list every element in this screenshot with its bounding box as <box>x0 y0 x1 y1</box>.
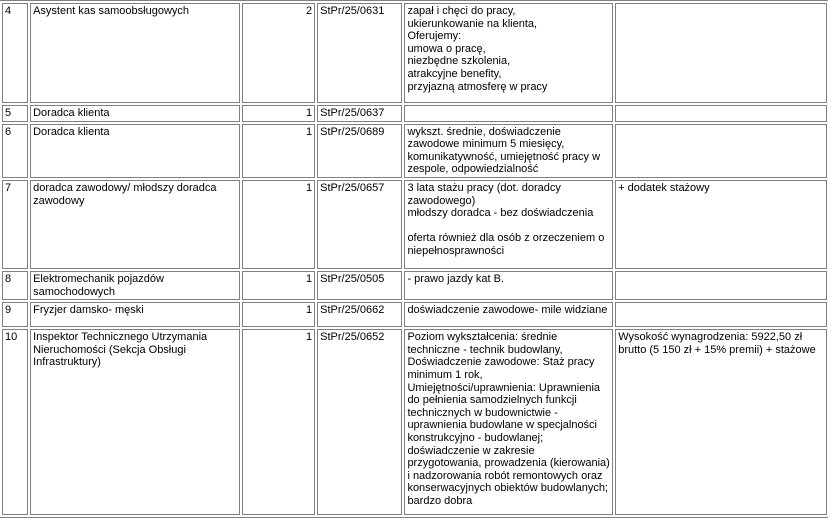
cell-notes <box>615 105 827 122</box>
cell-requirements: wykszt. średnie, doświadczenie zawodowe minimum 5 miesięcy, komunikatywność, umiejętność pracy w zespole, odpowiedzialność <box>404 124 613 178</box>
cell-requirements: zapał i chęci do pracy, ukierunkowanie na klienta, Oferujemy: umowa o pracę, niezbędne szkolenia, atrakcyjne benefity, przyjazną atmosferę w pracy <box>404 3 613 103</box>
cell-requirements: Poziom wykształcenia: średnie techniczne - technik budowlany, Doświadczenie zawodowe: Staż pracy minimum 1 rok, Umiejętności/uprawnienia: Uprawnienia do pełnienia samodzielnych funkcji technicznych w budownictwie - uprawnienia budowlane w specjalności konstrukcyjno - budowlanej; doświadczenie w zakresie przygotowania, prowadzenia (kierowania) i nadzorowania robót remontowych oraz konserwacyjnych obiektów budowlanych; bardzo dobra <box>404 329 613 515</box>
cell-requirements: doświadczenie zawodowe- mile widziane <box>404 302 613 327</box>
cell-quantity: 1 <box>242 180 315 269</box>
cell-notes <box>615 271 827 300</box>
cell-quantity: 1 <box>242 124 315 178</box>
cell-offer-id: StPr/25/0689 <box>317 124 402 178</box>
cell-position: doradca zawodowy/ młodszy doradca zawodowy <box>30 180 240 269</box>
cell-requirements: - prawo jazdy kat B. <box>404 271 613 300</box>
table-row <box>2 271 827 300</box>
cell-offer-id: StPr/25/0657 <box>317 180 402 269</box>
cell-number: 8 <box>2 271 28 300</box>
cell-notes <box>615 302 827 327</box>
cell-offer-id: StPr/25/0662 <box>317 302 402 327</box>
cell-offer-id: StPr/25/0652 <box>317 329 402 515</box>
cell-quantity: 1 <box>242 271 315 300</box>
cell-position: Doradca klienta <box>30 124 240 178</box>
cell-position: Doradca klienta <box>30 105 240 122</box>
cell-notes <box>615 3 827 103</box>
cell-offer-id: StPr/25/0505 <box>317 271 402 300</box>
cell-offer-id: StPr/25/0637 <box>317 105 402 122</box>
cell-number: 6 <box>2 124 28 178</box>
table-row <box>2 105 827 122</box>
cell-notes <box>615 124 827 178</box>
cell-notes: Wysokość wynagrodzenia: 5922,50 zł brutto (5 150 zł + 15% premii) + stażowe <box>615 329 827 515</box>
cell-requirements <box>404 105 613 122</box>
table-row <box>2 180 827 269</box>
table-row <box>2 124 827 178</box>
cell-number: 10 <box>2 329 28 515</box>
table-row <box>2 3 827 103</box>
cell-quantity: 2 <box>242 3 315 103</box>
table-row <box>2 302 827 327</box>
cell-quantity: 1 <box>242 329 315 515</box>
cell-position: Fryzjer damsko- męski <box>30 302 240 327</box>
cell-number: 4 <box>2 3 28 103</box>
cell-number: 9 <box>2 302 28 327</box>
cell-quantity: 1 <box>242 105 315 122</box>
cell-position: Inspektor Technicznego Utrzymania Nieruchomości (Sekcja Obsługi Infrastruktury) <box>30 329 240 515</box>
cell-quantity: 1 <box>242 302 315 327</box>
cell-number: 7 <box>2 180 28 269</box>
cell-notes: + dodatek stażowy <box>615 180 827 269</box>
cell-position: Elektromechanik pojazdów samochodowych <box>30 271 240 300</box>
cell-requirements: 3 lata stażu pracy (dot. doradcy zawodowego) młodszy doradca - bez doświadczenia oferta również dla osób z orzeczeniem o niepełnosprawności <box>404 180 613 269</box>
cell-offer-id: StPr/25/0631 <box>317 3 402 103</box>
table-row <box>2 329 827 515</box>
cell-position: Asystent kas samoobsługowych <box>30 3 240 103</box>
cell-number: 5 <box>2 105 28 122</box>
